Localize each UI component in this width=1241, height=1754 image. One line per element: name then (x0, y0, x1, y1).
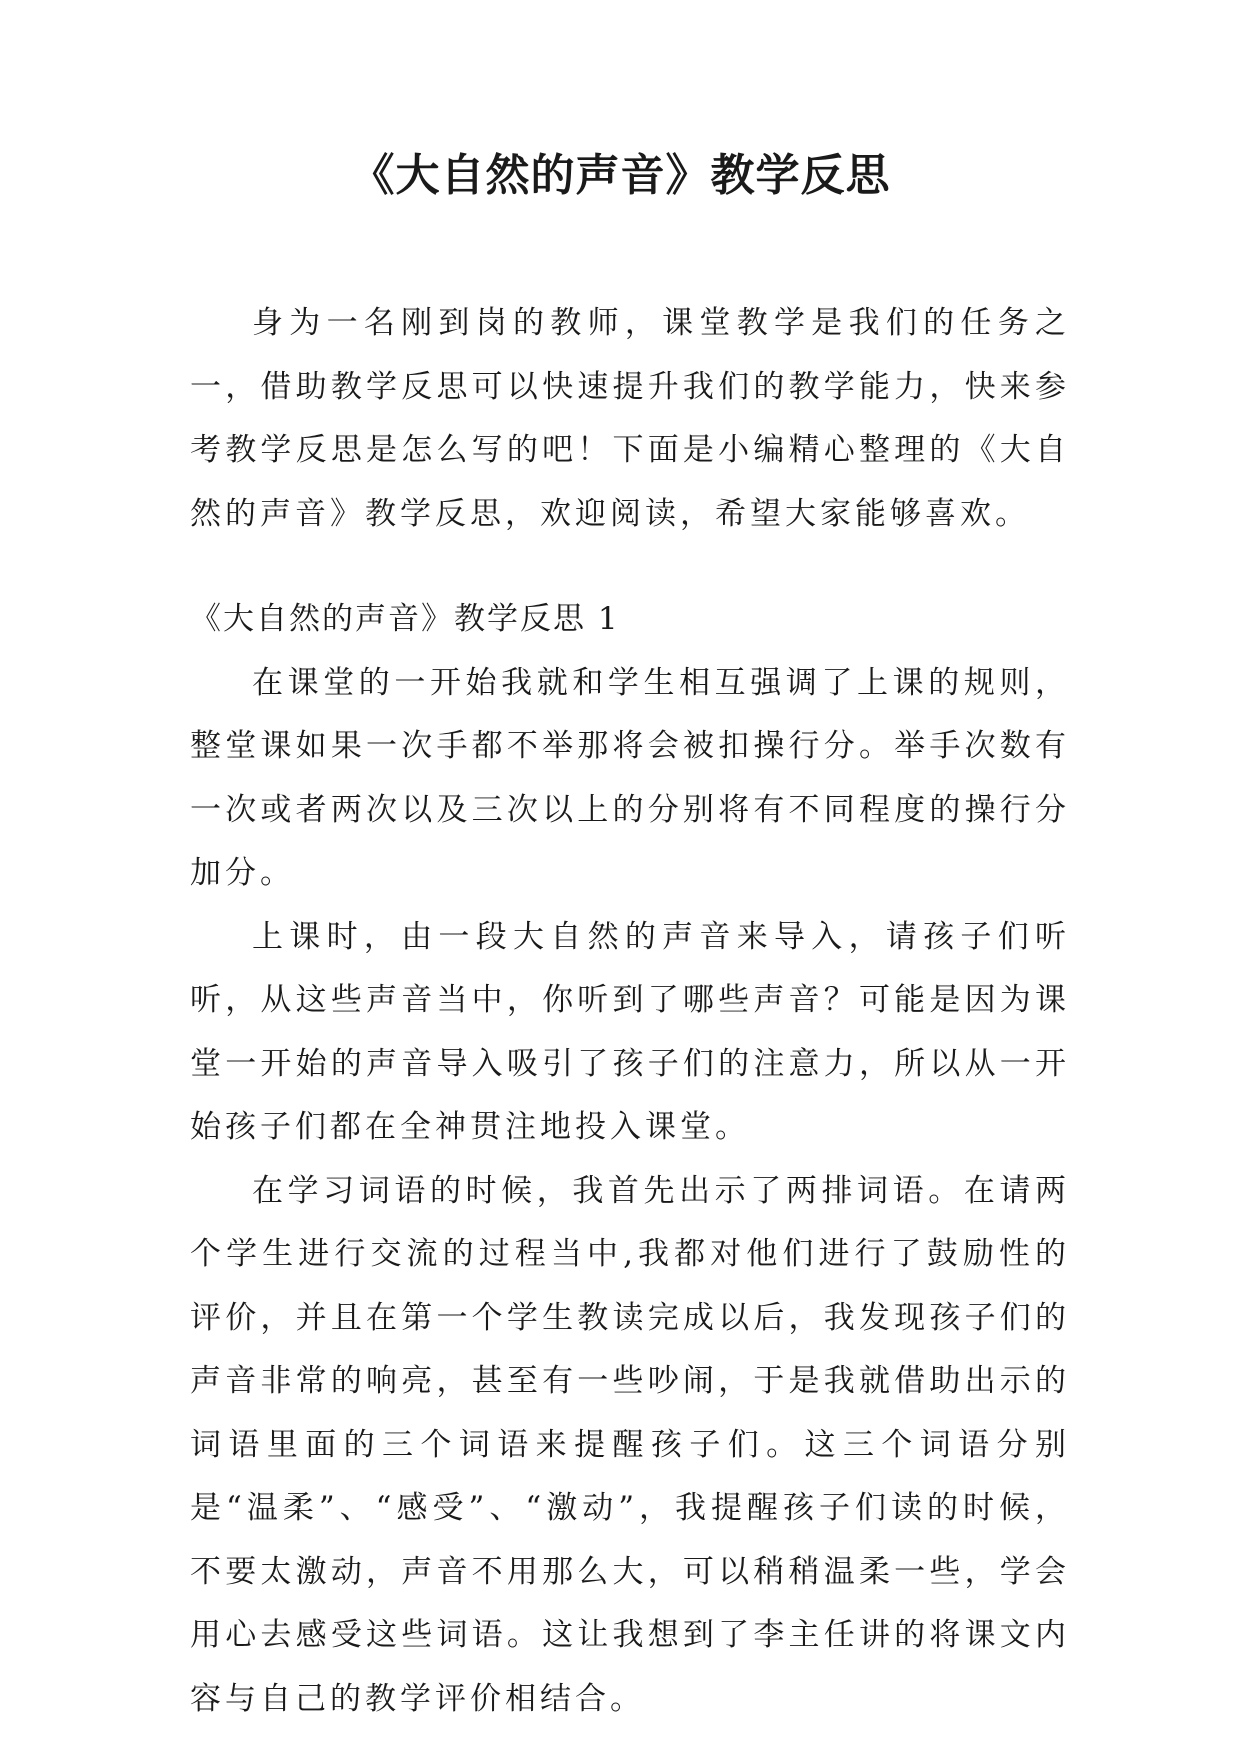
document-body (190, 292, 1070, 1731)
intro-paragraph: 身为一名刚到岗的教师，课堂教学是我们的任务之一，借助教学反思可以快速提升我们的教学能力，快来参考教学反思是怎么写的吧！下面是小编精心整理的《大自然的声音》教学反思，欢迎阅读，希望大家能够喜欢。 (190, 305, 1070, 532)
document-title: 《大自然的声音》教学反思 (350, 150, 891, 201)
section-heading: 《大自然的声音》教学反思 1 (190, 601, 620, 637)
body-paragraph-3: 在学习词语的时候，我首先出示了两排词语。在请两个学生进行交流的过程当中,我都对他们进行了鼓励性的评价，并且在第一个学生教读完成以后，我发现孩子们的声音非常的响亮，甚至有一些吵闹，于是我就借助出示的词语里面的三个词语来提醒孩子们。这三个词语分别是“温柔”、“感受”、“激动”，我提醒孩子们读的时候，不要太激动，声音不用那么大，可以稍稍温柔一些，学会用心去感受这些词语。这让我想到了李主任讲的将课文内容与自己的教学评价相结合。 (190, 1172, 1070, 1717)
body-paragraph-1: 在课堂的一开始我就和学生相互强调了上课的规则，整堂课如果一次手都不举那将会被扣操行分。举手次数有一次或者两次以及三次以上的分别将有不同程度的操行分加分。 (190, 664, 1070, 891)
body-paragraph-2: 上课时，由一段大自然的声音来导入，请孩子们听听，从这些声音当中，你听到了哪些声音？可能是因为课堂一开始的声音导入吸引了孩子们的注意力，所以从一开始孩子们都在全神贯注地投入课堂。 (190, 918, 1070, 1145)
